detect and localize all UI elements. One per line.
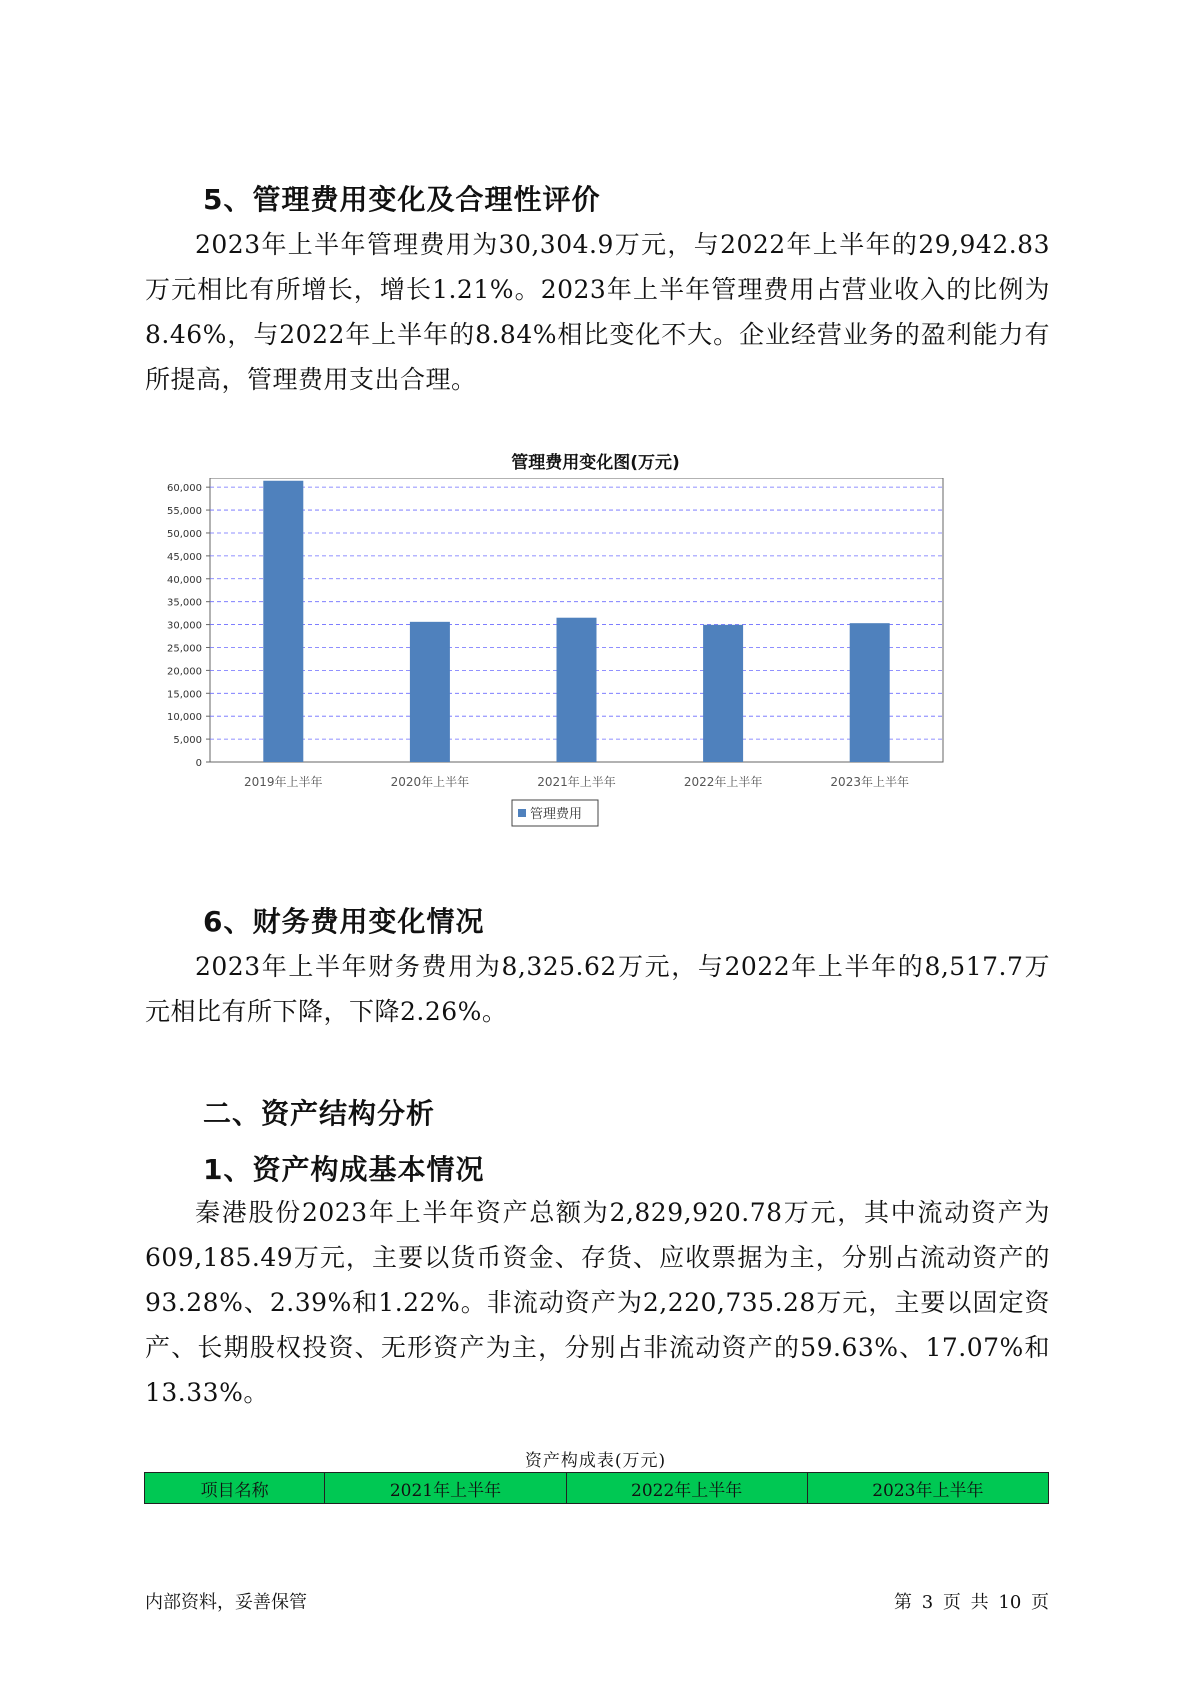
asset-table	[144, 1472, 1049, 1504]
header-item-name: 项目名称	[145, 1473, 325, 1504]
header-2021h1: 2021年上半年	[325, 1473, 566, 1504]
y-tick-label: 50,000	[167, 528, 202, 540]
bar	[703, 625, 743, 762]
header-2022h1: 2022年上半年	[566, 1473, 807, 1504]
part-2-heading: 二、资产结构分析	[203, 1097, 436, 1130]
section-5-paragraph: 2023年上半年管理费用为30,304.9万元，与2022年上半年的29,942.83万元相比有所增长，增长1.21%。2023年上半年管理费用占营业收入的比例为8.46%，与2022年上半年的8.84%相比变化不大。企业经营业务的盈利能力有所提高，管理费用支出合理。	[145, 230, 1050, 394]
y-tick-label: 10,000	[167, 712, 202, 724]
footer-page-number: 第 3 页 共 10 页	[894, 1592, 1049, 1613]
x-tick-label: 2022年上半年	[683, 775, 763, 789]
section-6-paragraph: 2023年上半年财务费用为8,325.62万元，与2022年上半年的8,517.7万元相比有所下降，下降2.26%。	[145, 952, 1050, 1026]
x-tick-label: 2019年上半年	[244, 775, 323, 789]
y-tick-label: 20,000	[167, 666, 202, 678]
y-tick-label: 40,000	[167, 574, 202, 586]
bar	[410, 622, 450, 762]
asset-composition-paragraph: 秦港股份2023年上半年资产总额为2,829,920.78万元，其中流动资产为609,185.49万元，主要以货币资金、存货、应收票据为主，分别占流动资产的93.28%、2.39%和1.22%。非流动资产为2,220,735.28万元，主要以固定资产、长期股权投资、无形资产为主，分别占非流动资产的59.63%、17.07%和13.33%。	[145, 1198, 1050, 1407]
bar	[263, 481, 303, 762]
y-tick-label: 45,000	[167, 551, 202, 563]
y-tick-label: 60,000	[167, 483, 202, 495]
section-5-heading: 5、管理费用变化及合理性评价	[203, 183, 601, 216]
asset-table-title: 资产构成表(万元)	[524, 1451, 667, 1471]
section-6-heading: 6、财务费用变化情况	[203, 905, 485, 938]
y-tick-label: 55,000	[167, 506, 202, 518]
legend-swatch	[518, 809, 526, 817]
asset-composition-heading: 1、资产构成基本情况	[203, 1153, 485, 1186]
y-tick-label: 30,000	[167, 620, 202, 632]
chart-title: 管理费用变化图(万元)	[511, 453, 680, 473]
y-tick-label: 5,000	[173, 735, 202, 747]
y-tick-label: 0	[195, 758, 202, 769]
y-tick-label: 35,000	[167, 597, 202, 609]
x-tick-label: 2023年上半年	[830, 775, 909, 789]
x-tick-label: 2021年上半年	[537, 775, 616, 789]
footer-confidential-note: 内部资料，妥善保管	[145, 1592, 307, 1613]
y-tick-label: 15,000	[167, 689, 202, 701]
x-tick-label: 2020年上半年	[390, 775, 470, 789]
management-expense-chart	[150, 478, 1020, 878]
legend-label: 管理费用	[530, 807, 583, 822]
bar	[850, 623, 890, 762]
bar	[557, 618, 597, 762]
y-tick-label: 25,000	[167, 643, 202, 655]
header-2023h1: 2023年上半年	[807, 1473, 1048, 1504]
asset-table-header-row	[145, 1473, 1049, 1504]
